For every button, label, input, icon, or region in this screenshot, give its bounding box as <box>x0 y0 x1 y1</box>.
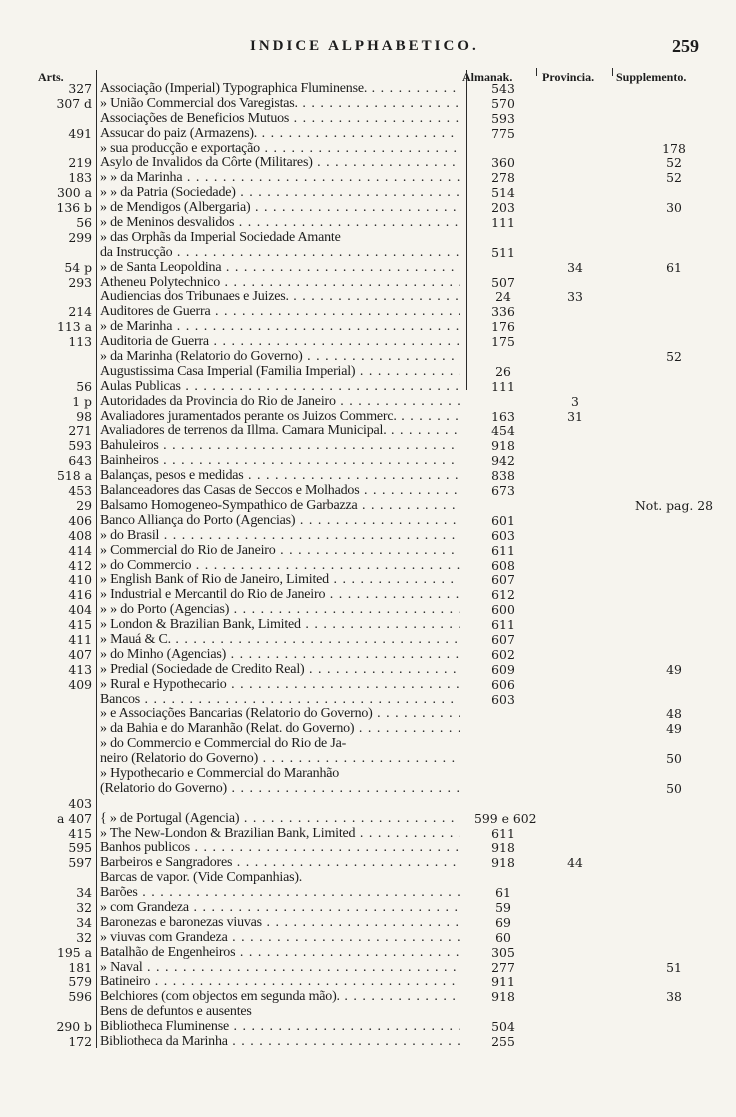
row-article-number: 181 <box>68 959 92 975</box>
row-almanak-page: 603 <box>491 691 515 707</box>
row-article-number: 183 <box>68 170 92 186</box>
index-row <box>0 186 736 201</box>
index-row <box>0 112 736 127</box>
row-supplemento-page: 50 <box>666 780 682 796</box>
index-row <box>0 990 736 1005</box>
row-almanak-page: 603 <box>491 527 515 543</box>
row-article-number: 643 <box>68 453 92 469</box>
row-entry-name: » Predial (Sociedade de Credito Real) . . . <box>100 663 460 678</box>
index-row <box>0 1020 736 1035</box>
row-article-number: 411 <box>68 631 92 647</box>
row-article-number: 404 <box>68 602 92 618</box>
row-article-number: 136 b <box>56 200 92 216</box>
index-table <box>0 82 736 1050</box>
row-almanak-page: 918 <box>491 438 515 454</box>
index-row <box>0 380 736 395</box>
row-almanak-page: 601 <box>491 512 515 528</box>
row-almanak-page: 175 <box>491 334 515 350</box>
row-article-number: 453 <box>68 483 92 499</box>
row-entry-name: Barcas de vapor. (Vide Companhias). <box>100 871 303 886</box>
index-row <box>0 588 736 603</box>
row-almanak-page: 918 <box>491 989 515 1005</box>
row-article-number: 415 <box>68 825 92 841</box>
index-row <box>0 827 736 842</box>
index-row <box>0 797 736 812</box>
row-article-number: 54 p <box>64 259 92 275</box>
row-entry-name: Bibliotheca da Marinha . . . <box>100 1035 460 1050</box>
index-row <box>0 216 736 231</box>
row-provincia-page: 3 <box>571 393 579 409</box>
row-article-number: 172 <box>68 1034 92 1049</box>
row-article-number: 293 <box>68 274 92 290</box>
index-row <box>0 514 736 529</box>
index-row <box>0 722 736 737</box>
row-almanak-page: 570 <box>491 95 515 111</box>
row-entry-name: Banhos publicos . . . <box>100 841 460 856</box>
row-almanak-page: 511 <box>491 244 515 260</box>
row-almanak-page: 360 <box>491 155 515 171</box>
row-entry-name: Bens de defuntos e ausentes <box>100 1005 252 1020</box>
index-row <box>0 1035 736 1050</box>
row-entry-name: Balsamo Homogeneo-Sympathico de Garbazza . . . <box>100 499 460 514</box>
column-header-provincia: Provincia. <box>542 70 595 84</box>
row-entry-name: Barões . . . <box>100 886 460 901</box>
index-row <box>0 752 736 767</box>
index-row <box>0 335 736 350</box>
row-provincia-page: 31 <box>567 408 583 424</box>
row-entry-name: Baronezas e baronezas viuvas . . . <box>100 916 460 931</box>
row-entry-name: Bahuleiros . . . <box>100 439 460 454</box>
row-provincia-page: 34 <box>567 259 583 275</box>
row-almanak-page: 609 <box>491 661 515 677</box>
row-entry-name: Audiencias dos Tribunaes e Juizes. . . . <box>100 290 460 305</box>
row-entry-name: » Naval . . . <box>100 961 460 976</box>
row-almanak-page: 543 <box>491 81 515 96</box>
row-entry-name: Augustissima Casa Imperial (Familia Imperial) . . . <box>100 365 460 380</box>
row-article-number: 414 <box>68 542 92 558</box>
row-entry-name: » com Grandeza . . . <box>100 901 460 916</box>
row-almanak-page: 255 <box>491 1034 515 1049</box>
row-almanak-page: 673 <box>491 483 515 499</box>
row-supplemento-page: 49 <box>666 721 682 737</box>
row-almanak-page: 607 <box>491 572 515 588</box>
row-article-number: 56 <box>76 215 92 231</box>
row-article-number: 595 <box>68 840 92 856</box>
row-almanak-page: 608 <box>491 557 515 573</box>
row-entry-name: Bibliotheca Fluminense . . . <box>100 1020 460 1035</box>
row-entry-name: Asylo de Invalidos da Côrte (Militares) . . . <box>100 156 460 171</box>
index-row <box>0 916 736 931</box>
index-row <box>0 320 736 335</box>
index-row <box>0 365 736 380</box>
row-article-number: 403 <box>68 795 92 811</box>
row-almanak-page: 278 <box>491 170 515 186</box>
row-entry-name: Banco Alliança do Porto (Agencias) . . . <box>100 514 460 529</box>
row-almanak-page: 607 <box>491 631 515 647</box>
index-row <box>0 544 736 559</box>
row-article-number: 416 <box>68 587 92 603</box>
index-row <box>0 529 736 544</box>
row-almanak-page: 775 <box>491 125 515 141</box>
row-article-number: 98 <box>76 408 92 424</box>
row-entry-name: » London & Brazilian Bank, Limited . . . <box>100 618 460 633</box>
row-article-number: 415 <box>68 617 92 633</box>
index-row <box>0 142 736 157</box>
row-almanak-page: 111 <box>491 378 515 394</box>
row-article-number: 579 <box>68 974 92 990</box>
row-almanak-page: 918 <box>491 855 515 871</box>
row-entry-name: » de Meninos desvalidos . . . <box>100 216 460 231</box>
row-entry-name: Balanceadores das Casas de Seccos e Molhados . . . <box>100 484 460 499</box>
row-supplemento-page: 30 <box>666 200 682 216</box>
index-row <box>0 231 736 246</box>
index-row <box>0 1005 736 1020</box>
row-entry-name: » The New-London & Brazilian Bank, Limited . . . <box>100 827 460 842</box>
row-almanak-page: 507 <box>491 274 515 290</box>
index-row <box>0 573 736 588</box>
row-almanak-page: 176 <box>491 319 515 335</box>
row-article-number: 34 <box>76 885 92 901</box>
index-row <box>0 424 736 439</box>
row-entry-name: » de Mendigos (Albergaria) . . . <box>100 201 460 216</box>
row-article-number: 113 <box>68 334 92 350</box>
index-row <box>0 603 736 618</box>
index-row <box>0 931 736 946</box>
row-entry-name: { » de Portugal (Agencia) . . . <box>100 812 460 827</box>
row-entry-name: Avaliadores de terrenos da Illma. Camara Municipal. . . . <box>100 424 460 439</box>
row-article-number: 597 <box>68 855 92 871</box>
row-almanak-page: 60 <box>495 929 511 945</box>
row-entry-name: Auditores de Guerra . . . <box>100 305 460 320</box>
index-row <box>0 856 736 871</box>
row-entry-name: Bainheiros . . . <box>100 454 460 469</box>
row-article-number: 219 <box>68 155 92 171</box>
row-entry-name: (Relatorio do Governo) . . . <box>100 782 460 797</box>
row-entry-name: » viuvas com Grandeza . . . <box>100 931 460 946</box>
row-entry-name: Batalhão de Engenheiros . . . <box>100 946 460 961</box>
index-row <box>0 246 736 261</box>
row-almanak-page: 600 <box>491 602 515 618</box>
row-supplemento-page: 51 <box>666 959 682 975</box>
row-entry-name: » sua producção e exportação . . . <box>100 142 460 157</box>
row-almanak-page: 514 <box>491 185 515 201</box>
index-row <box>0 841 736 856</box>
row-entry-name: Bancos . . . <box>100 693 460 708</box>
index-row <box>0 201 736 216</box>
row-entry-name: » da Bahia e do Maranhão (Relat. do Governo) . . . <box>100 722 460 737</box>
index-row <box>0 127 736 142</box>
index-row <box>0 782 736 797</box>
row-article-number: 327 <box>68 81 92 96</box>
row-almanak-page: 336 <box>491 304 515 320</box>
index-row <box>0 871 736 886</box>
row-article-number: 307 d <box>56 95 92 111</box>
row-article-number: 56 <box>76 378 92 394</box>
row-almanak-page: 277 <box>491 959 515 975</box>
row-almanak-page: 504 <box>491 1019 515 1035</box>
index-row <box>0 886 736 901</box>
row-almanak-page: 69 <box>495 914 511 930</box>
row-provincia-page: 33 <box>567 289 583 305</box>
index-row <box>0 261 736 276</box>
row-almanak-page: 612 <box>491 587 515 603</box>
index-row <box>0 559 736 574</box>
index-row <box>0 156 736 171</box>
row-article-number: 299 <box>68 229 92 245</box>
row-article-number: 29 <box>76 497 92 513</box>
row-entry-name: Assucar do paiz (Armazens). . . . <box>100 127 460 142</box>
row-almanak-page: 918 <box>491 840 515 856</box>
row-entry-name: Batineiro . . . <box>100 975 460 990</box>
row-article-number: 413 <box>68 661 92 677</box>
row-supplemento-page: 38 <box>666 989 682 1005</box>
row-supplemento-page: 52 <box>666 170 682 186</box>
row-entry-name: » de Marinha . . . <box>100 320 460 335</box>
column-header-supplemento: Supplemento. <box>616 70 687 84</box>
row-supplemento-page: 61 <box>666 259 682 275</box>
column-header-almanak: Almanak. <box>462 70 513 84</box>
row-entry-name: » e Associações Bancarias (Relatorio do Governo) . . . <box>100 707 460 722</box>
index-row <box>0 633 736 648</box>
index-row <box>0 454 736 469</box>
index-row <box>0 305 736 320</box>
row-article-number: 596 <box>68 989 92 1005</box>
row-article-number: 408 <box>68 527 92 543</box>
index-row <box>0 767 736 782</box>
row-almanak-page: 454 <box>491 423 515 439</box>
row-entry-name: » da Marinha (Relatorio do Governo) . . . <box>100 350 460 365</box>
index-row <box>0 499 736 514</box>
row-article-number: 32 <box>76 899 92 915</box>
row-entry-name: » Hypothecario e Commercial do Maranhão <box>100 766 340 781</box>
row-article-number: 491 <box>68 125 92 141</box>
row-entry-name: » » do Porto (Agencias) . . . <box>100 603 460 618</box>
index-row <box>0 82 736 97</box>
row-article-number: 300 a <box>57 185 92 201</box>
index-row <box>0 678 736 693</box>
row-article-number: 410 <box>68 572 92 588</box>
row-article-number: 290 b <box>56 1019 92 1035</box>
row-almanak-page: 305 <box>491 944 515 960</box>
row-entry-name: Autoridades da Provincia do Rio de Janeiro . . . <box>100 395 460 410</box>
index-row <box>0 171 736 186</box>
row-entry-name: Atheneu Polytechnico . . . <box>100 276 460 291</box>
row-supplemento-page: 50 <box>666 751 682 767</box>
row-almanak-page: 599 e 602 <box>474 810 537 826</box>
row-supplemento-page: 52 <box>666 349 682 365</box>
row-almanak-page: 611 <box>491 825 515 841</box>
row-almanak-page: 111 <box>491 215 515 231</box>
index-row <box>0 648 736 663</box>
row-almanak-page: 59 <box>495 899 511 915</box>
index-row <box>0 737 736 752</box>
row-almanak-page: 611 <box>491 617 515 633</box>
row-provincia-page: 44 <box>567 855 583 871</box>
index-row <box>0 663 736 678</box>
index-row <box>0 410 736 425</box>
row-almanak-page: 606 <box>491 676 515 692</box>
row-almanak-page: 602 <box>491 646 515 662</box>
row-entry-name: » União Commercial dos Varegistas. . . . <box>100 97 460 112</box>
row-article-number: 271 <box>68 423 92 439</box>
index-row <box>0 975 736 990</box>
index-row <box>0 812 736 827</box>
column-rule-supplemento <box>612 68 613 76</box>
row-entry-name: Aulas Publicas . . . <box>100 380 460 395</box>
row-article-number: 407 <box>68 646 92 662</box>
row-entry-name: Avaliadores juramentados perante os Juizos Commerc. . . . <box>100 410 460 425</box>
row-entry-name: » Industrial e Mercantil do Rio de Janeiro . . . <box>100 588 460 603</box>
row-entry-name: » das Orphãs da Imperial Sociedade Amante <box>100 230 341 245</box>
row-supplemento-page: 178 <box>662 140 686 156</box>
index-row <box>0 707 736 722</box>
row-supplemento-page: 49 <box>666 661 682 677</box>
row-entry-name: » de Santa Leopoldina . . . <box>100 261 460 276</box>
row-article-number: 34 <box>76 914 92 930</box>
row-entry-name: » Commercial do Rio de Janeiro . . . <box>100 544 460 559</box>
row-article-number: 406 <box>68 512 92 528</box>
index-row <box>0 290 736 305</box>
row-article-number: 195 a <box>57 944 92 960</box>
row-entry-name: » » da Patria (Sociedade) . . . <box>100 186 460 201</box>
row-article-number: 593 <box>68 438 92 454</box>
index-row <box>0 961 736 976</box>
column-rule-provincia <box>536 68 537 76</box>
row-entry-name: » do Commercio e Commercial do Rio de Ja- <box>100 737 347 752</box>
row-almanak-page: 593 <box>491 110 515 126</box>
row-article-number: 214 <box>68 304 92 320</box>
index-row <box>0 618 736 633</box>
row-entry-name: » do Minho (Agencias) . . . <box>100 648 460 663</box>
index-row <box>0 946 736 961</box>
row-article-number: 412 <box>68 557 92 573</box>
row-entry-name: » English Bank of Rio de Janeiro, Limited . . . <box>100 573 460 588</box>
row-article-number: 32 <box>76 929 92 945</box>
index-row <box>0 439 736 454</box>
row-article-number: 113 a <box>57 319 92 335</box>
row-almanak-page: 611 <box>491 542 515 558</box>
row-almanak-page: 838 <box>491 468 515 484</box>
index-row <box>0 484 736 499</box>
index-row <box>0 276 736 291</box>
row-almanak-page: 61 <box>495 885 511 901</box>
row-almanak-page: 26 <box>495 363 511 379</box>
row-entry-name: Auditoria de Guerra . . . <box>100 335 460 350</box>
row-article-number: 1 p <box>72 393 92 409</box>
row-article-number: a 407 <box>57 810 92 826</box>
page-title: INDICE ALPHABETICO. <box>250 38 479 54</box>
row-entry-name: Associações de Beneficios Mutuos . . . <box>100 112 460 127</box>
row-entry-name: da Instrucção . . . <box>100 246 460 261</box>
index-row <box>0 97 736 112</box>
index-row <box>0 901 736 916</box>
row-entry-name: Barbeiros e Sangradores . . . <box>100 856 460 871</box>
row-supplemento-page: Not. pag. 28 <box>634 497 714 513</box>
row-entry-name: Belchiores (com objectos em segunda mão). . . . <box>100 990 460 1005</box>
row-entry-name: Associação (Imperial) Typographica Fluminense. . . . <box>100 82 460 97</box>
row-entry-name: » do Commercio . . . <box>100 559 460 574</box>
column-header-arts: Arts. <box>38 70 64 84</box>
row-entry-name: neiro (Relatorio do Governo) . . . <box>100 752 460 767</box>
row-entry-name: » » da Marinha . . . <box>100 171 460 186</box>
index-row <box>0 469 736 484</box>
row-article-number: 518 a <box>57 468 92 484</box>
row-entry-name: » Rural e Hypothecario . . . <box>100 678 460 693</box>
row-supplemento-page: 48 <box>666 706 682 722</box>
row-almanak-page: 24 <box>495 289 511 305</box>
index-row <box>0 693 736 708</box>
row-supplemento-page: 52 <box>666 155 682 171</box>
row-almanak-page: 911 <box>491 974 515 990</box>
row-entry-name: Balanças, pesos e medidas . . . <box>100 469 460 484</box>
index-row <box>0 395 736 410</box>
row-almanak-page: 203 <box>491 200 515 216</box>
index-row <box>0 350 736 365</box>
row-entry-name: » do Brasil . . . <box>100 529 460 544</box>
row-entry-name: » Mauá & C. . . . <box>100 633 460 648</box>
row-almanak-page: 942 <box>491 453 515 469</box>
row-article-number: 409 <box>68 676 92 692</box>
row-almanak-page: 163 <box>491 408 515 424</box>
page-number: 259 <box>672 36 699 56</box>
